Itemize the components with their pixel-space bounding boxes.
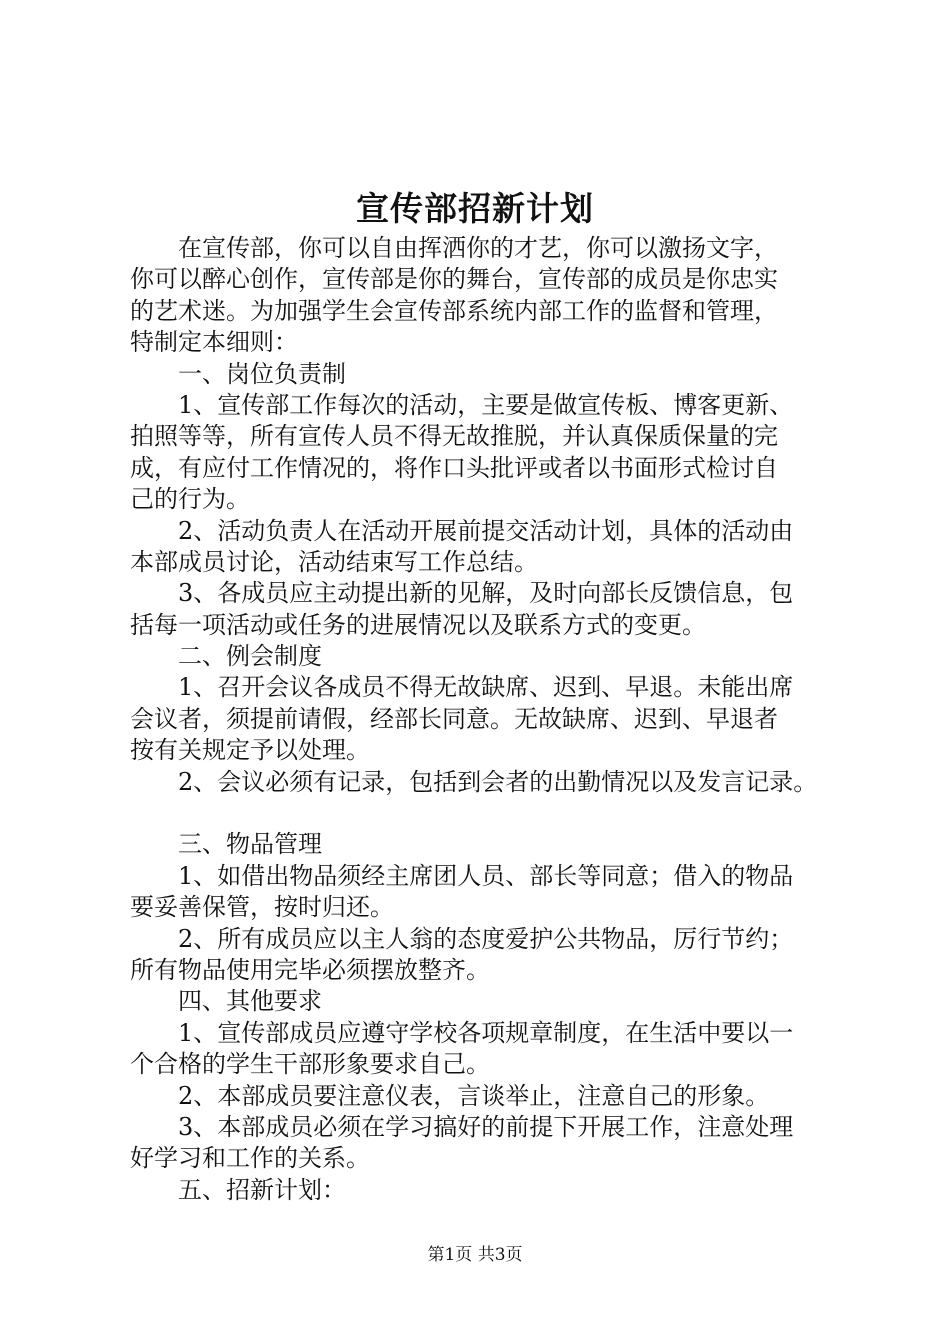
section-heading: 二、例会制度 [130,642,322,671]
page-number-footer: 第1页 共3页 [427,1245,523,1265]
section-heading: 三、物品管理 [130,830,322,859]
body-line: 会议者，须提前请假，经部长同意。无故缺席、迟到、早退者 [130,704,778,733]
body-line: 1、宣传部工作每次的活动，主要是做宣传板、博客更新、 [130,390,794,419]
body-line: 己的行为。 [130,485,250,514]
body-line: 的艺术迷。为加强学生会宣传部系统内部工作的监督和管理， [130,296,778,325]
body-line: 1、宣传部成员应遵守学校各项规章制度，在生活中要以一 [130,1018,794,1047]
body-line: 要妥善保管，按时归还。 [130,893,394,922]
body-line: 拍照等等，所有宣传人员不得无故推脱，并认真保质保量的完 [130,422,778,451]
body-line: 2、本部成员要注意仪表，言谈举止，注意自己的形象。 [130,1081,770,1110]
section-heading: 五、招新计划： [130,1175,346,1204]
body-line: 1、如借出物品须经主席团人员、部长等同意；借入的物品 [130,861,794,890]
body-line: 3、各成员应主动提出新的见解，及时向部长反馈信息，包 [130,579,794,608]
body-line: 成，有应付工作情况的，将作口头批评或者以书面形式检讨自 [130,453,778,482]
document-title: 宣传部招新计划 [356,189,594,228]
body-line: 3、本部成员必须在学习搞好的前提下开展工作，注意处理 [130,1112,794,1141]
section-heading: 一、岗位负责制 [130,359,346,388]
body-line: 按有关规定予以处理。 [130,736,370,765]
body-line: 个合格的学生干部形象要求自己。 [130,1050,490,1079]
body-line: 2、活动负责人在活动开展前提交活动计划，具体的活动由 [130,516,794,545]
body-line: 本部成员讨论，活动结束写工作总结。 [130,547,538,576]
blank-line [130,798,830,829]
document-body [130,233,830,1206]
body-line: 1、召开会议各成员不得无故缺席、迟到、早退。未能出席 [130,673,794,702]
body-line: 你可以醉心创作，宣传部是你的舞台，宣传部的成员是你忠实 [130,265,778,294]
body-line: 所有物品使用完毕必须摆放整齐。 [130,955,490,984]
body-line: 好学习和工作的关系。 [130,1144,370,1173]
body-line: 2、所有成员应以主人翁的态度爱护公共物品，厉行节约； [130,924,794,953]
body-line: 特制定本细则： [130,328,298,357]
section-heading: 四、其他要求 [130,987,322,1016]
body-line: 在宣传部，你可以自由挥洒你的才艺，你可以激扬文字， [130,234,778,262]
body-line: 括每一项活动或任务的进展情况以及联系方式的变更。 [130,610,706,639]
body-line: 2、会议必须有记录，包括到会者的出勤情况以及发言记录。 [130,767,818,796]
